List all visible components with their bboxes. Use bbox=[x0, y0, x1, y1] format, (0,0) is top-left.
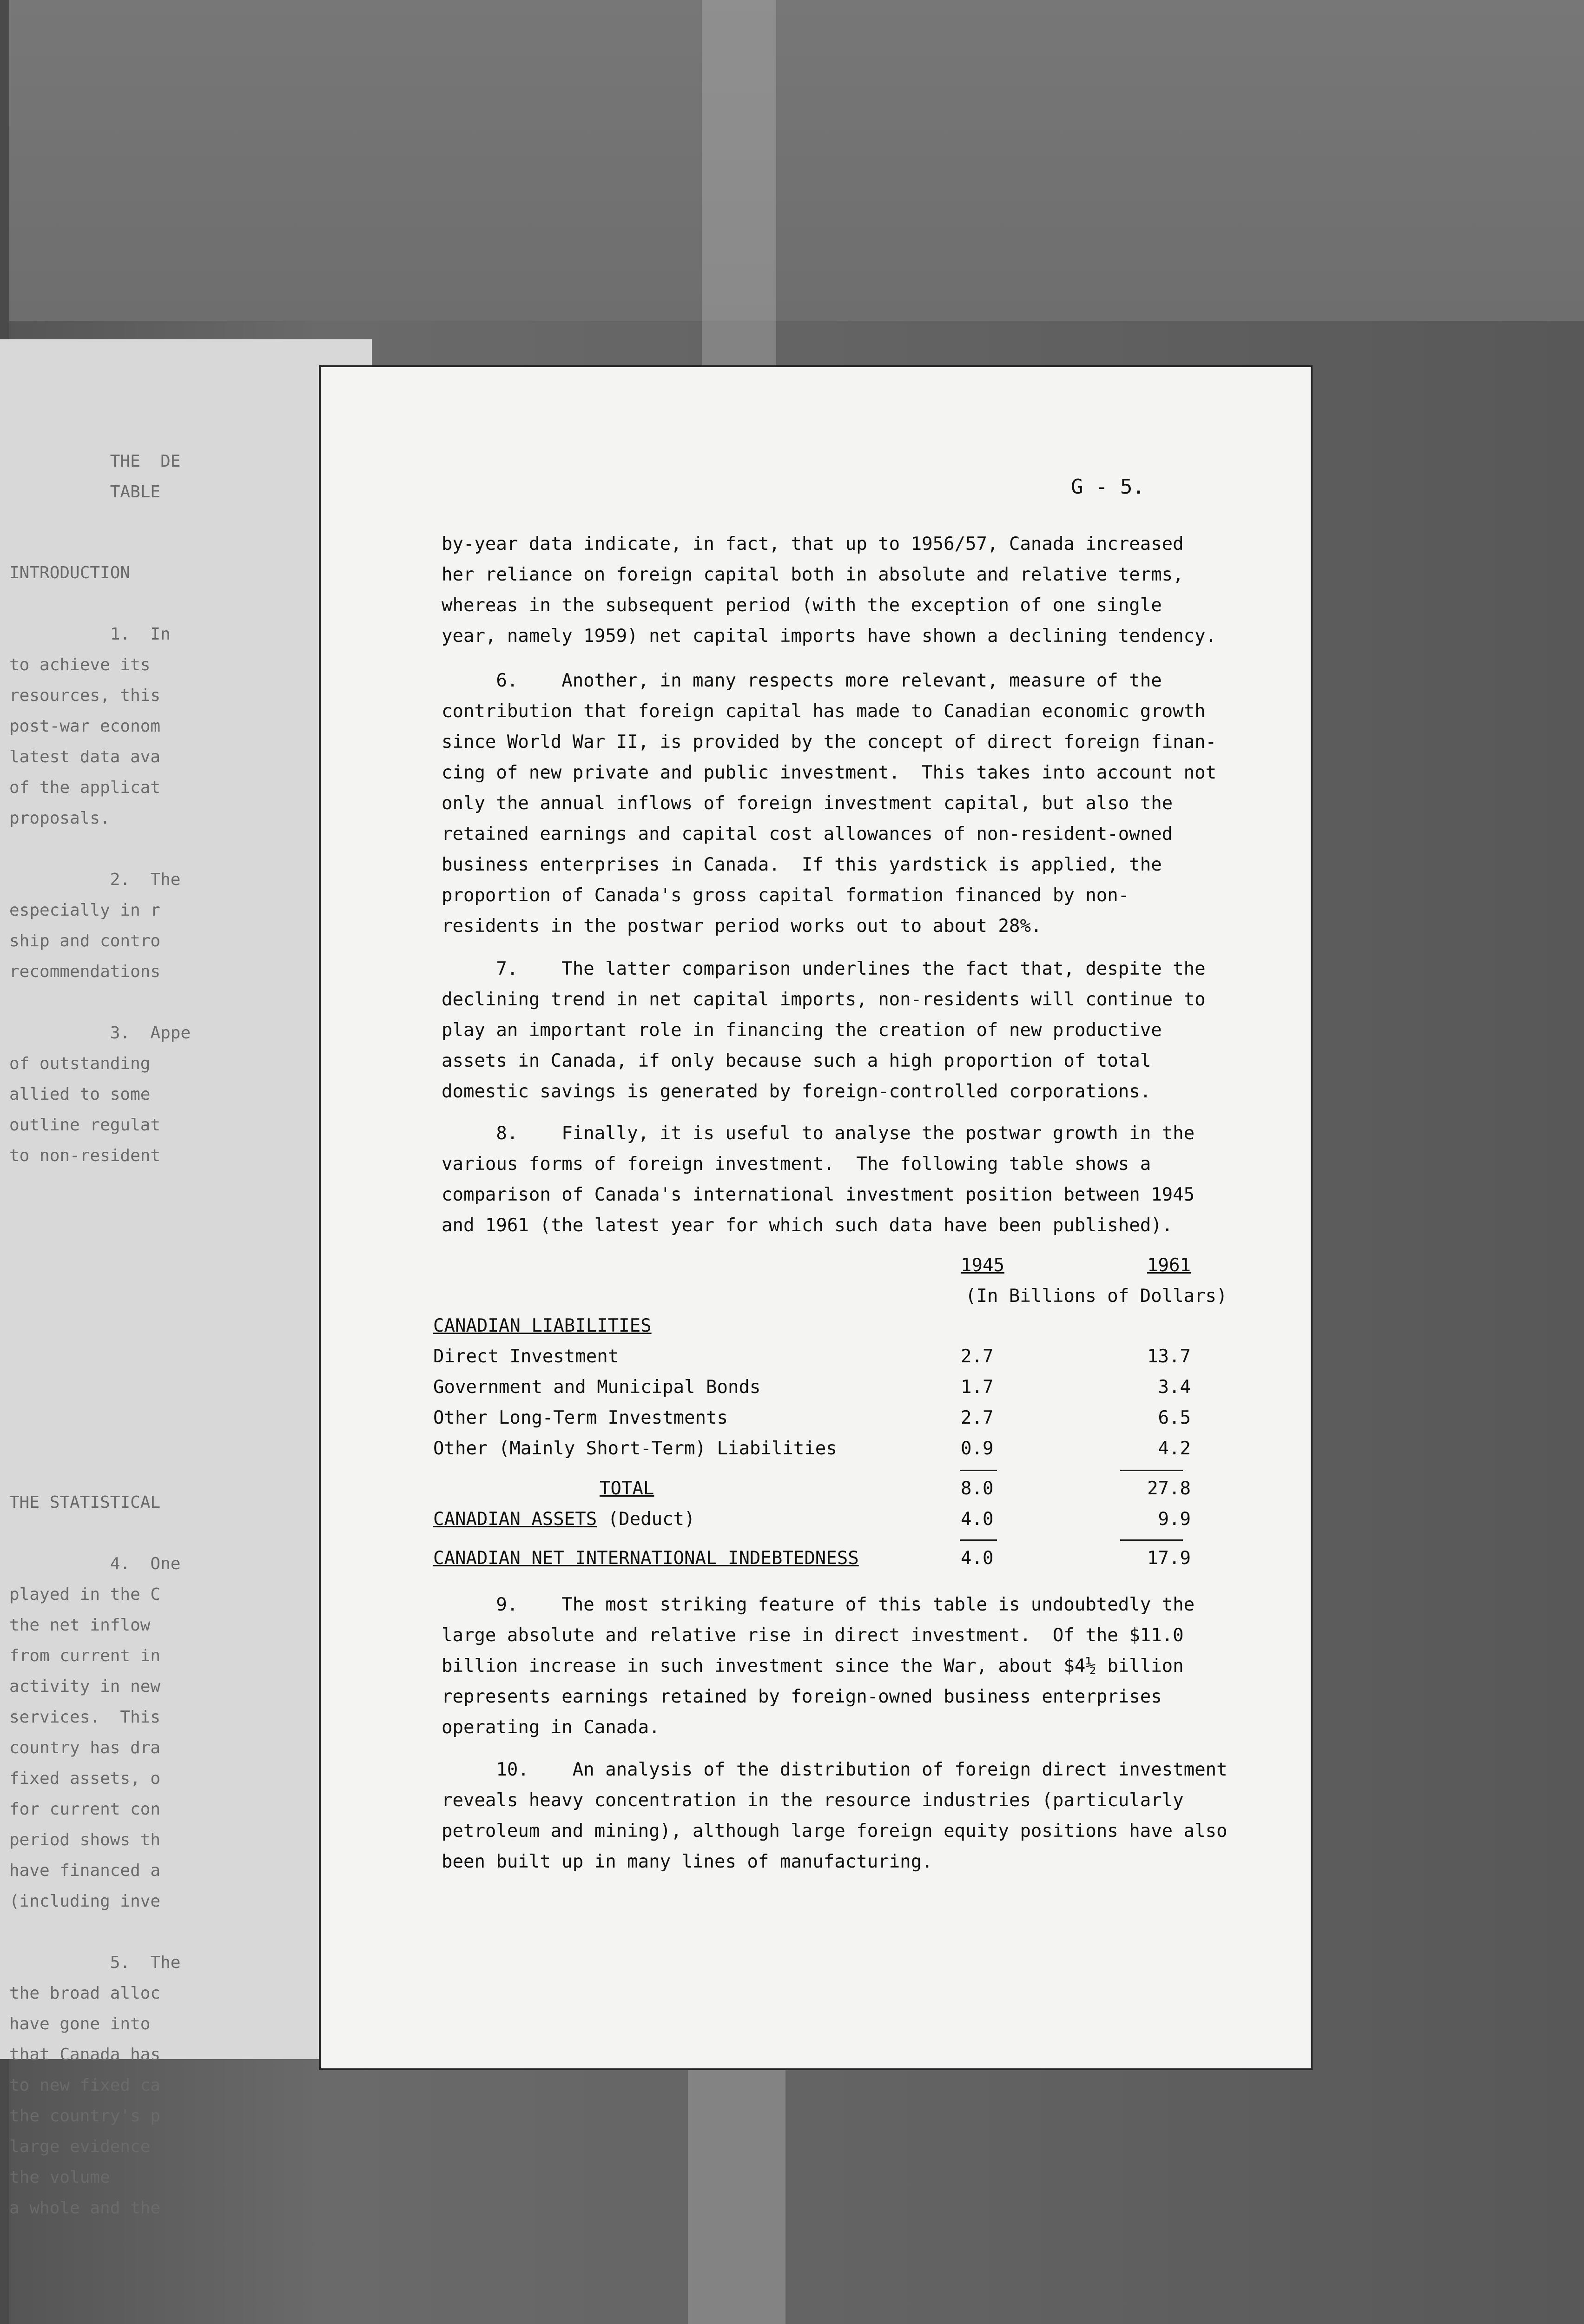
text-line: declining trend in net capital imports, non-residents will continue to bbox=[442, 989, 1206, 1010]
text-line: proportion of Canada's gross capital formation financed by non- bbox=[442, 885, 1129, 906]
value-1961: 3.4 bbox=[1158, 1377, 1191, 1398]
value-1961: 6.5 bbox=[1158, 1407, 1191, 1428]
text-line: various forms of foreign investment. The following table shows a bbox=[442, 1154, 1151, 1175]
paragraph-9 bbox=[442, 1590, 1195, 1743]
text-line: retained earnings and capital cost allowances of non-resident-owned bbox=[442, 824, 1173, 845]
table-assets-row bbox=[433, 1504, 1200, 1535]
text-line: contribution that foreign capital has made to Canadian economic growth bbox=[442, 701, 1206, 722]
text-line: large absolute and relative rise in direct investment. Of the $11.0 bbox=[442, 1625, 1184, 1646]
text-line: reveals heavy concentration in the resource industries (particularly bbox=[442, 1790, 1184, 1811]
net-1945: 4.0 bbox=[961, 1548, 994, 1569]
table-row bbox=[433, 1403, 1200, 1433]
net-rule-1961 bbox=[1120, 1539, 1183, 1541]
text-line: and 1961 (the latest year for which such data have been published). bbox=[442, 1215, 1173, 1236]
text-line: 9. The most striking feature of this table is undoubtedly the bbox=[442, 1594, 1195, 1615]
row-label: Government and Municipal Bonds bbox=[433, 1377, 761, 1398]
column-header-1945: 1945 bbox=[961, 1255, 1004, 1276]
assets-1945: 4.0 bbox=[961, 1509, 994, 1530]
text-line: business enterprises in Canada. If this yardstick is applied, the bbox=[442, 854, 1162, 875]
value-1945: 1.7 bbox=[961, 1377, 994, 1398]
table-section-heading bbox=[433, 1311, 1200, 1341]
column-header-1961: 1961 bbox=[1147, 1255, 1191, 1276]
document-page bbox=[321, 367, 1311, 2068]
assets-label-group bbox=[433, 1504, 695, 1535]
text-line: comparison of Canada's international investment position between 1945 bbox=[442, 1184, 1195, 1205]
left-page-fragment bbox=[0, 339, 372, 2218]
paragraph-10 bbox=[442, 1755, 1228, 1877]
value-1961: 4.2 bbox=[1158, 1438, 1191, 1459]
left-page-faded-text: THE DE TABLE bbox=[110, 452, 181, 502]
table-row bbox=[433, 1341, 1200, 1372]
text-line: only the annual inflows of foreign investment capital, but also the bbox=[442, 793, 1173, 814]
table-row bbox=[433, 1372, 1200, 1403]
paragraph-continued bbox=[442, 529, 1217, 652]
total-label: TOTAL bbox=[600, 1478, 654, 1499]
text-line: 8. Finally, it is useful to analyse the postwar growth in the bbox=[442, 1123, 1195, 1144]
table-units: (In Billions of Dollars) bbox=[965, 1286, 1228, 1307]
net-1961: 17.9 bbox=[1147, 1548, 1191, 1569]
row-label: Other Long-Term Investments bbox=[433, 1407, 728, 1428]
text-line: 10. An analysis of the distribution of foreign direct investment bbox=[442, 1759, 1228, 1780]
table-units-row bbox=[433, 1281, 1228, 1312]
tape-strip-top bbox=[702, 0, 776, 372]
row-label: Other (Mainly Short-Term) Liabilities bbox=[433, 1438, 837, 1459]
total-1961: 27.8 bbox=[1147, 1478, 1191, 1499]
paragraph-6 bbox=[442, 666, 1217, 942]
text-line: petroleum and mining), although large foreign equity positions have also bbox=[442, 1821, 1228, 1842]
value-1945: 2.7 bbox=[961, 1346, 994, 1367]
assets-label: CANADIAN ASSETS bbox=[433, 1509, 597, 1530]
sum-rule-1945 bbox=[960, 1470, 997, 1471]
text-line: operating in Canada. bbox=[442, 1717, 660, 1738]
left-page-faded-text: THE STATISTICAL 4. One played in the C the net inflow from current in activity in new services. This country has dra fixed assets, o for current con period shows th have financed a (including inve 5. The the broad alloc have gone into that Canada has to new fixed ca the country's p large evidence the volume a whole and the bbox=[9, 1493, 181, 2218]
text-line: billion increase in such investment since the War, about $4½ billion bbox=[442, 1656, 1184, 1677]
table-total-row bbox=[433, 1473, 1200, 1504]
tape-strip-bottom bbox=[688, 2068, 785, 2324]
value-1945: 0.9 bbox=[961, 1438, 994, 1459]
row-label: Direct Investment bbox=[433, 1346, 619, 1367]
text-line: by-year data indicate, in fact, that up to 1956/57, Canada increased bbox=[442, 534, 1184, 555]
text-line: 6. Another, in many respects more relevant, measure of the bbox=[442, 670, 1162, 691]
text-line: cing of new private and public investment. This takes into account not bbox=[442, 762, 1217, 783]
background-top-area bbox=[9, 0, 1584, 321]
section-liabilities-label: CANADIAN LIABILITIES bbox=[433, 1315, 652, 1336]
left-page-faded-text: INTRODUCTION 1. In to achieve its resources, this post-war econom latest data ava of the applicat proposals. 2. The especially in r ship and contro recommendations 3. Appe of outstanding allied to some outline regulat to non-resident bbox=[9, 563, 191, 1165]
text-line: represents earnings retained by foreign-owned business enterprises bbox=[442, 1686, 1162, 1707]
net-label: CANADIAN NET INTERNATIONAL INDEBTEDNESS bbox=[433, 1548, 859, 1569]
assets-suffix: (Deduct) bbox=[597, 1509, 695, 1530]
net-rule-1945 bbox=[960, 1539, 997, 1541]
text-line: residents in the postwar period works out to about 28%. bbox=[442, 916, 1042, 937]
page-number: G - 5. bbox=[1071, 475, 1145, 499]
text-line: whereas in the subsequent period (with the exception of one single bbox=[442, 595, 1162, 616]
table-header-years bbox=[433, 1250, 1200, 1281]
assets-1961: 9.9 bbox=[1158, 1509, 1191, 1530]
paragraph-7 bbox=[442, 954, 1206, 1107]
text-line: play an important role in financing the creation of new productive bbox=[442, 1020, 1162, 1041]
sum-rule-1961 bbox=[1120, 1470, 1183, 1471]
text-line: 7. The latter comparison underlines the fact that, despite the bbox=[442, 958, 1206, 979]
text-line: been built up in many lines of manufacturing. bbox=[442, 1851, 933, 1872]
text-line: assets in Canada, if only because such a high proportion of total bbox=[442, 1050, 1151, 1071]
paragraph-8 bbox=[442, 1118, 1195, 1241]
text-line: domestic savings is generated by foreign-controlled corporations. bbox=[442, 1081, 1151, 1102]
value-1961: 13.7 bbox=[1147, 1346, 1191, 1367]
text-line: her reliance on foreign capital both in absolute and relative terms, bbox=[442, 564, 1184, 585]
table-row bbox=[433, 1433, 1200, 1464]
text-line: year, namely 1959) net capital imports have shown a declining tendency. bbox=[442, 626, 1217, 647]
text-line: since World War II, is provided by the concept of direct foreign finan- bbox=[442, 732, 1217, 753]
total-1945: 8.0 bbox=[961, 1478, 994, 1499]
value-1945: 2.7 bbox=[961, 1407, 994, 1428]
table-net-row bbox=[433, 1543, 1200, 1574]
